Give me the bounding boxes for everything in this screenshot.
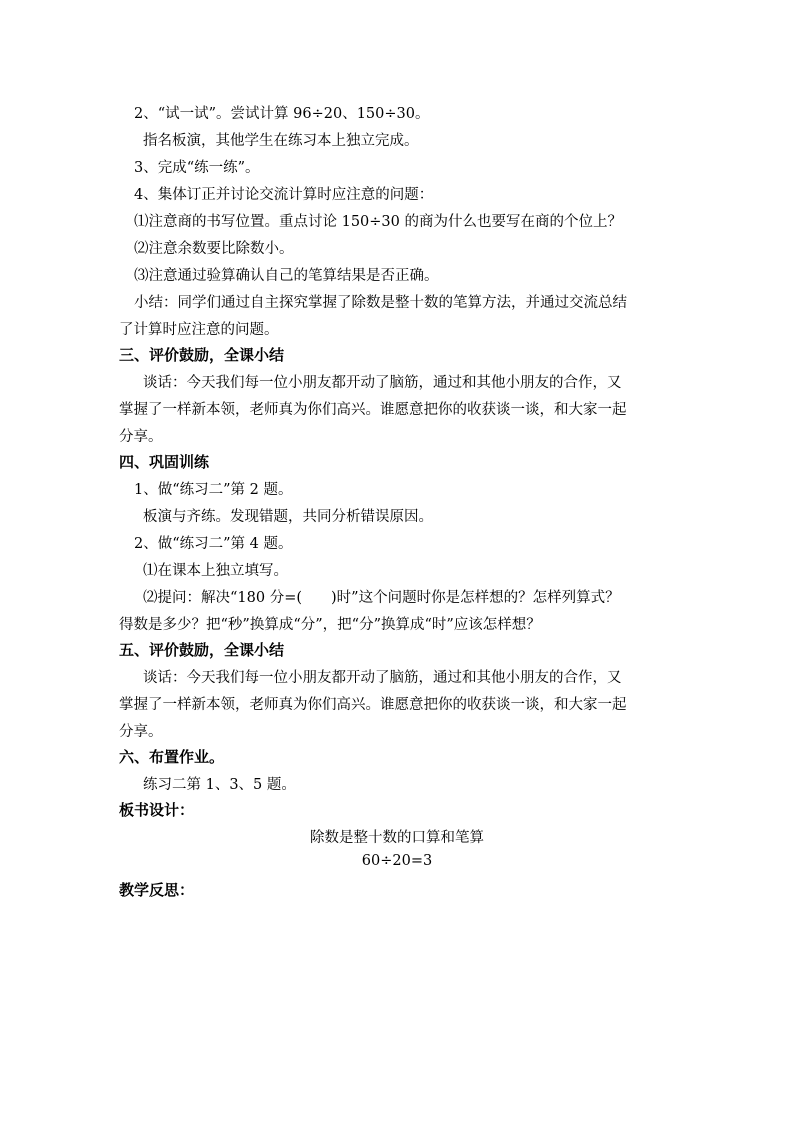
practice-item-1-note: 板演与齐练。发现错题，共同分析错误原因。 (143, 509, 433, 525)
board-design-heading: 板书设计： (119, 801, 195, 819)
practice-item-2: 2、做“练习二”第 4 题。 (134, 536, 293, 552)
step-2-line: 2、“试一试”。尝试计算 96÷20、150÷30。 (134, 106, 430, 122)
section-6-heading: 六、布置作业。 (119, 748, 225, 766)
section-3-talk-line-3: 分享。 (119, 429, 163, 445)
board-design-example: 60÷20=3 (361, 853, 433, 869)
practice-item-2-sub-2-line-1: ⑵提问：解决“180 分=( )时”这个问题时你是怎样想的？怎样列算式？ (143, 590, 620, 606)
point-2-line: ⑵注意余数要比除数小。 (134, 241, 294, 257)
section-5-talk-line-2: 掌握了一样新本领，老师真为你们高兴。谁愿意把你的收获谈一谈，和大家一起 (119, 697, 627, 713)
summary-line-2: 了计算时应注意的问题。 (119, 322, 279, 338)
section-5-talk-line-3: 分享。 (119, 724, 163, 740)
practice-item-2-sub-2-line-2: 得数是多少？把“秒”换算成“分”，把“分”换算成“时”应该怎样想？ (119, 617, 541, 633)
board-practice-line: 指名板演，其他学生在练习本上独立完成。 (143, 133, 419, 149)
practice-item-1: 1、做“练习二”第 2 题。 (134, 482, 293, 498)
practice-item-2-sub-1: ⑴在课本上独立填写。 (143, 563, 288, 579)
section-3-talk-line-2: 掌握了一样新本领，老师真为你们高兴。谁愿意把你的收获谈一谈，和大家一起 (119, 402, 627, 418)
point-1-line: ⑴注意商的书写位置。重点讨论 150÷30 的商为什么也要写在商的个位上？ (134, 214, 622, 230)
section-4-heading: 四、巩固训练 (119, 453, 210, 471)
board-design-title: 除数是整十数的口算和笔算 (310, 830, 484, 846)
reflection-heading: 教学反思： (119, 881, 195, 899)
section-5-heading: 五、评价鼓励，全课小结 (119, 641, 285, 659)
summary-line-1: 小结：同学们通过自主探究掌握了除数是整十数的笔算方法，并通过交流总结 (134, 295, 627, 311)
step-3-line: 3、完成“练一练”。 (134, 160, 260, 176)
section-3-heading: 三、评价鼓励，全课小结 (119, 346, 285, 364)
section-3-talk-line-1: 谈话：今天我们每一位小朋友都开动了脑筋，通过和其他小朋友的合作，又 (143, 375, 622, 391)
section-5-talk-line-1: 谈话：今天我们每一位小朋友都开动了脑筋，通过和其他小朋友的合作，又 (143, 670, 622, 686)
point-3-line: ⑶注意通过验算确认自己的笔算结果是否正确。 (134, 268, 439, 284)
homework-line: 练习二第 1、3、5 题。 (143, 777, 296, 793)
step-4-line: 4、集体订正并讨论交流计算时应注意的问题： (134, 187, 434, 203)
